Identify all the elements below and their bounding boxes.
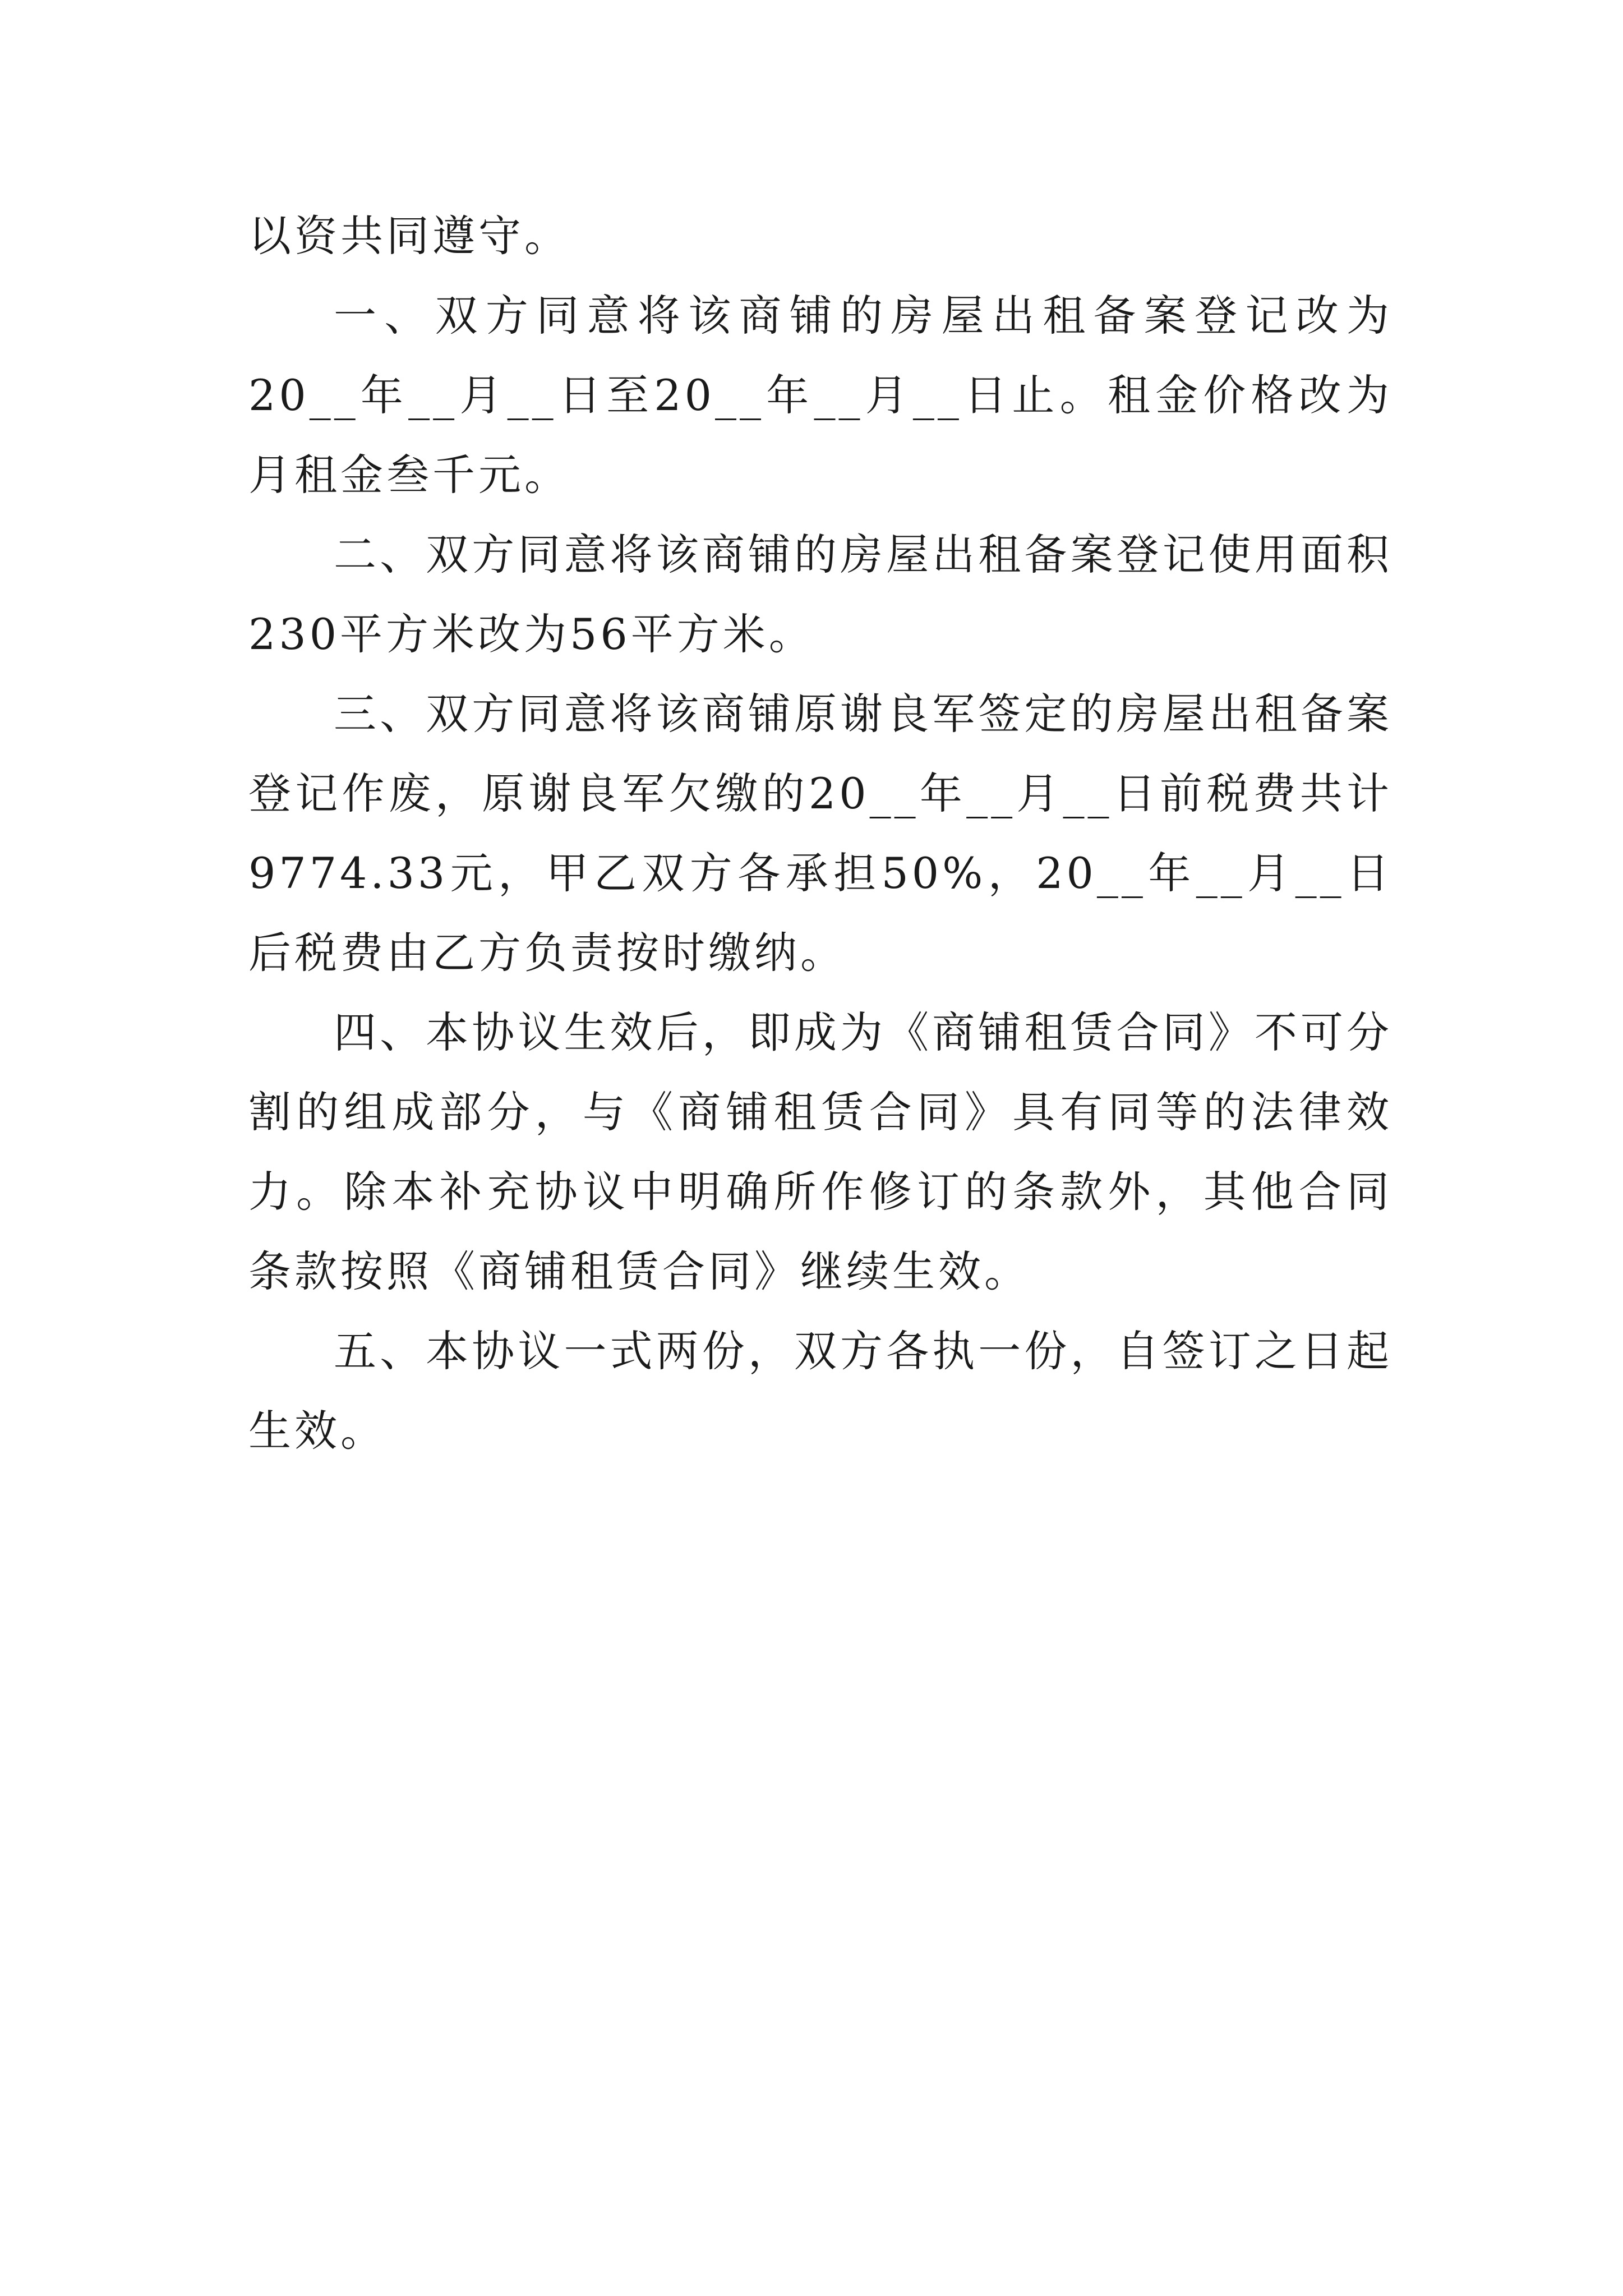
document-body — [248, 196, 1393, 1471]
clause-4-paragraph: 四、本协议生效后，即成为《商铺租赁合同》不可分割的组成部分，与《商铺租赁合同》具有同等的法律效力。除本补充协议中明确所作修订的条款外，其他合同条款按照《商铺租赁合同》继续生效。 — [248, 1007, 1393, 1296]
paragraph-continuation: 以资共同遵守。 — [248, 211, 570, 261]
clause-5-paragraph: 五、本协议一式两份，双方各执一份，自签订之日起生效。 — [248, 1326, 1393, 1456]
clause-1-paragraph: 一、双方同意将该商铺的房屋出租备案登记改为20__年__月__日至20__年__月__日止。租金价格改为月租金叁千元。 — [248, 291, 1393, 500]
clause-2-paragraph: 二、双方同意将该商铺的房屋出租备案登记使用面积230平方米改为56平方米。 — [248, 530, 1393, 659]
clause-3-paragraph: 三、双方同意将该商铺原谢良军签定的房屋出租备案登记作废，原谢良军欠缴的20__年__月__日前税费共计9774.33元，甲乙双方各承担50%，20__年__月__日后税费由乙方负责按时缴纳。 — [248, 689, 1393, 978]
